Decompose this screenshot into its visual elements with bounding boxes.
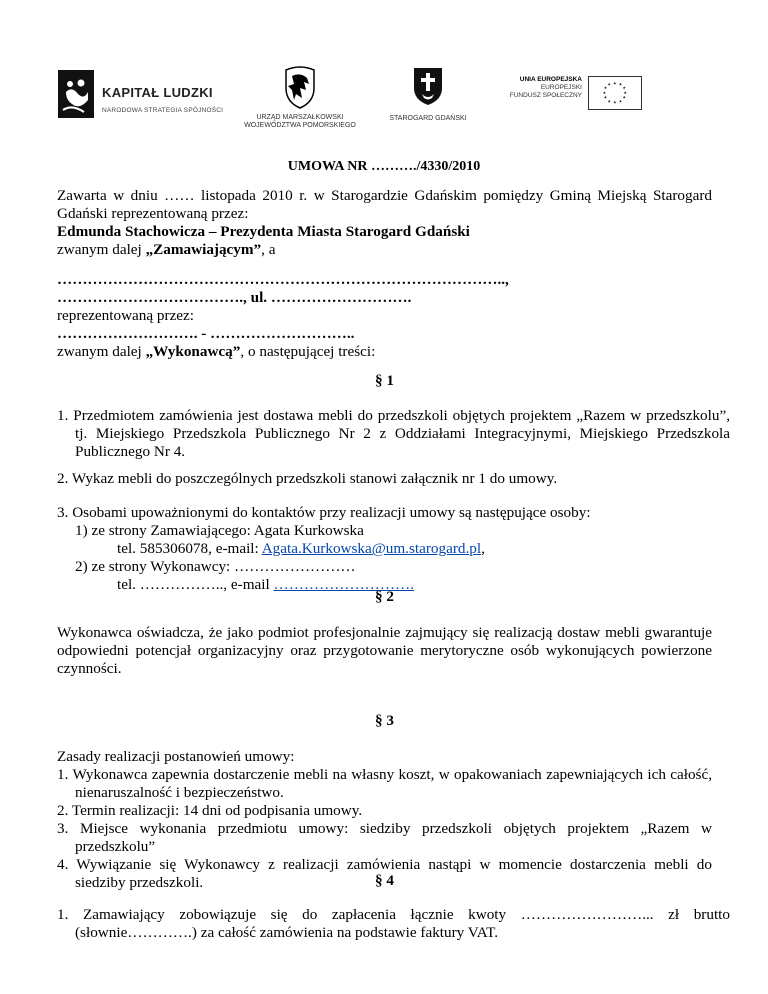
svg-text:★: ★ xyxy=(607,99,611,104)
svg-text:★: ★ xyxy=(622,95,626,100)
contractor-represented: reprezentowaną przez: xyxy=(57,307,195,324)
sub2-tel: tel. …………….., e-mail xyxy=(117,576,274,593)
intro-paragraph xyxy=(57,187,712,259)
svg-text:★: ★ xyxy=(623,90,627,95)
contractor-block xyxy=(57,271,712,361)
called-suffix: , a xyxy=(261,241,276,258)
kapital-ludzki-subtitle: NARODOWA STRATEGIA SPÓJNOŚCI xyxy=(102,107,224,114)
zamawiajacy-label: „Zamawiającym” xyxy=(145,241,262,258)
wykonawca-label: „Wykonawcą” xyxy=(145,343,241,360)
representative-name: Edmunda Stachowicza – Prezydenta Miasta Starogard Gdański xyxy=(57,223,470,240)
called-zamawiajacy xyxy=(57,241,712,259)
starogard-caption: STAROGARD GDAŃSKI xyxy=(389,115,467,122)
s1-sub-2: 2) ze strony Wykonawcy: …………………… xyxy=(75,558,356,575)
svg-text:★: ★ xyxy=(618,82,623,87)
s3-list xyxy=(57,748,712,892)
svg-text:★: ★ xyxy=(618,99,623,104)
intro-line: Zawarta w dniu …… listopada 2010 r. w Starogardzie Gdańskim pomiędzy Gminą Miejską Starogard Gdański reprezentowaną przez: xyxy=(57,187,712,222)
urzad-marszalkowski-logo xyxy=(240,66,360,138)
document-title: UMOWA NR ………./4330/2010 xyxy=(287,159,481,174)
urzad-line1: URZĄD MARSZAŁKOWSKI xyxy=(256,114,344,121)
kapital-ludzki-title: KAPITAŁ LUDZKI xyxy=(102,85,213,100)
eu-line3: FUNDUSZ SPOŁECZNY xyxy=(509,92,582,99)
called-prefix: zwanym dalej xyxy=(57,241,146,258)
section-2-heading: § 2 xyxy=(375,588,394,605)
kapital-ludzki-logo xyxy=(58,70,228,118)
kapital-ludzki-icon xyxy=(58,70,94,118)
contractor-representative-dots: ………………………. - ……………………….. xyxy=(57,325,355,342)
s1-item-1: 1. Przedmiotem zamówienia jest dostawa mebli do przedszkoli objętych projektem „Razem w przedszkolu”, tj. Miejskiego Przedszkola Publicznego Nr 2 z Oddziałami Integracyjnymi, Miejskiego Przedszkola Publicznego Nr 4. xyxy=(57,407,730,460)
eu-flag-icon xyxy=(588,76,642,110)
svg-text:★: ★ xyxy=(603,95,608,100)
svg-text:★: ★ xyxy=(602,90,607,95)
s3-item-1: 1. Wykonawca zapewnia dostarczenie mebli na własny koszt, w opakowaniach zapewniających ich całość, nienaruszalność i bezpieczeństwo. xyxy=(57,766,712,801)
s3-item-4: 4. Wywiązanie się Wykonawcy z realizacji zamówienia nastąpi w momencie dostarczenia mebli do siedziby przedszkoli. xyxy=(57,856,712,891)
starogard-logo xyxy=(385,66,471,126)
svg-text:★: ★ xyxy=(603,86,608,91)
svg-text:★: ★ xyxy=(613,100,617,105)
svg-text:★: ★ xyxy=(613,81,617,86)
svg-text:★: ★ xyxy=(607,82,611,87)
s1-item-3 xyxy=(57,504,712,594)
contractor-name-dots: …………………………………………………………………………….., xyxy=(57,271,509,288)
eu-logo xyxy=(500,76,650,112)
s3-item-3: 3. Miejsce wykonania przedmiotu umowy: siedziby przedszkoli objętych projektem „Razem w przedszkolu” xyxy=(57,820,712,855)
s1-item-3-text: 3. Osobami upoważnionymi do kontaktów przy realizacji umowy są następujące osoby: xyxy=(57,504,591,521)
s2-text: Wykonawca oświadcza, że jako podmiot profesjonalnie zajmujący się realizacją dostaw mebli gwarantuje odpowiedni potencjał organizacyjny oraz przygotowanie merytoryczne osób wykonujących powierzone czynności. xyxy=(57,624,712,677)
starogard-crest-icon xyxy=(412,66,444,106)
s4-item-1: 1. Zamawiający zobowiązuje się do zapłacenia łącznie kwoty ……………………... zł brutto (słownie………….) za całość zamówienia na podstawie faktury VAT. xyxy=(57,906,730,941)
eu-line2: EUROPEJSKI xyxy=(540,84,582,91)
s1-sub-1-contact xyxy=(57,540,712,558)
sub1-tel: tel. 585306078, e-mail: xyxy=(117,540,262,557)
s3-item-2: 2. Termin realizacji: 14 dni od podpisania umowy. xyxy=(57,802,363,819)
contractor-address-dots: ………………………………., ul. ………………………. xyxy=(57,289,412,306)
s3-intro: Zasady realizacji postanowień umowy: xyxy=(57,748,295,765)
logo-bar xyxy=(0,0,768,150)
called-suffix: , o następującej treści: xyxy=(240,343,376,360)
griffin-icon xyxy=(280,66,320,110)
svg-text:★: ★ xyxy=(622,86,626,91)
called-wykonawca xyxy=(57,343,712,361)
section-1-heading: § 1 xyxy=(375,372,394,389)
zamawiajacy-email-link[interactable]: Agata.Kurkowska@um.starogard.pl xyxy=(261,540,482,557)
called-prefix: zwanym dalej xyxy=(57,343,146,360)
eu-line1: UNIA EUROPEJSKA xyxy=(519,76,582,83)
sub1-end: , xyxy=(481,540,485,557)
s1-item-2: 2. Wykaz mebli do poszczególnych przedszkoli stanowi załącznik nr 1 do umowy. xyxy=(57,470,558,487)
urzad-line2: WOJEWÓDZTWA POMORSKIEGO xyxy=(244,122,356,129)
s1-sub-1: 1) ze strony Zamawiającego: Agata Kurkowska xyxy=(75,522,364,539)
section-4-heading: § 4 xyxy=(375,872,394,889)
wykonawca-email-link[interactable]: ………………………. xyxy=(273,576,414,593)
section-3-heading: § 3 xyxy=(375,712,394,729)
